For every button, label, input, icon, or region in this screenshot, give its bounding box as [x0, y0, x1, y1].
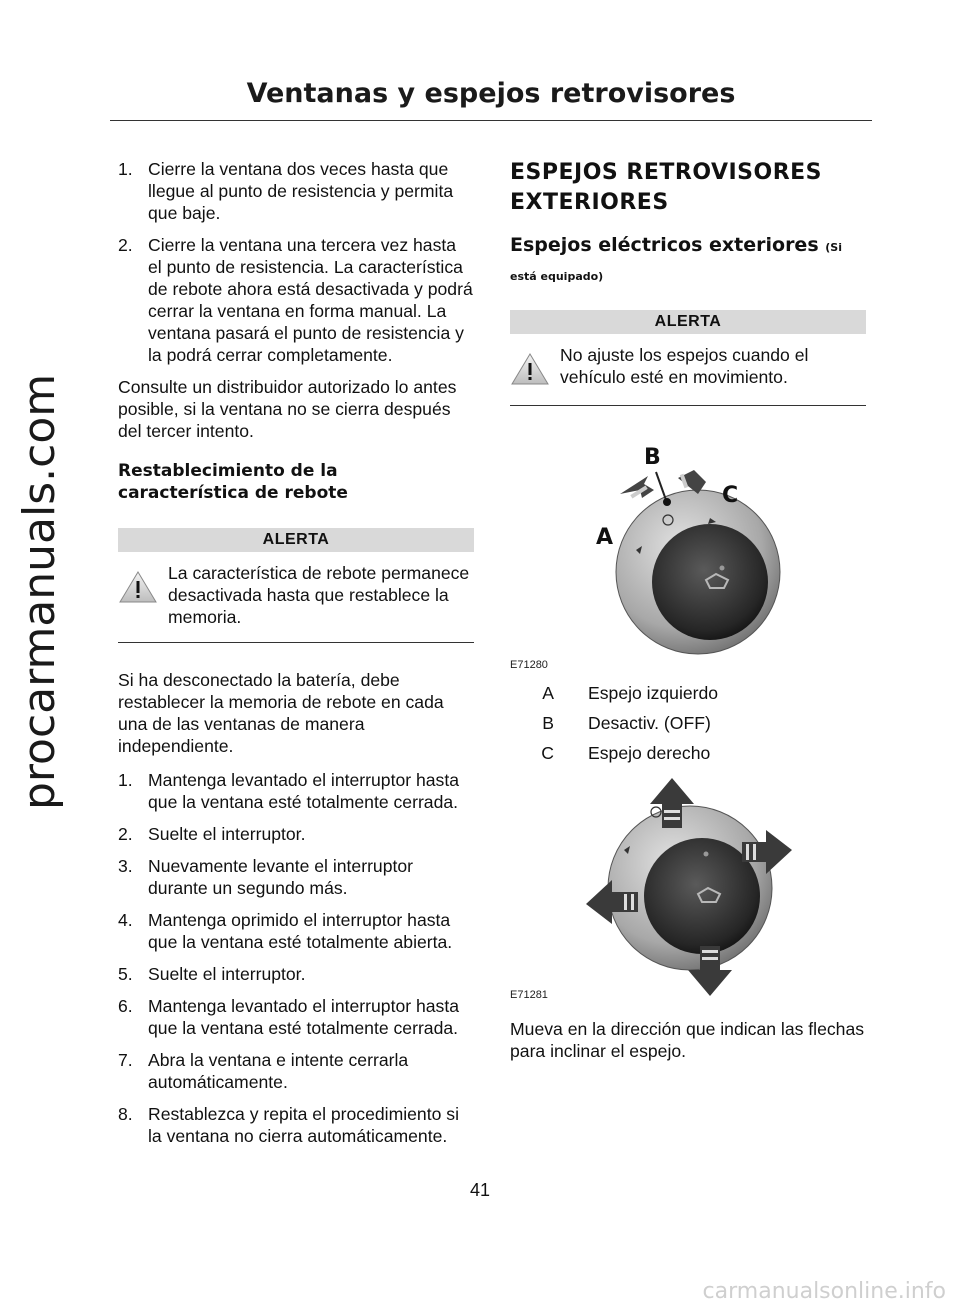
- list-item: 7. Abra la ventana e intente cerrarla automáticamente.: [118, 1050, 409, 1092]
- list-item: 6. Mantenga levantado el interruptor hasta que la ventana esté totalmente cerrada.: [118, 996, 460, 1038]
- alert-rule: [510, 405, 866, 406]
- figure-id: E71281: [510, 989, 548, 1001]
- list-item: 3. Nuevamente levante el interruptor durante un segundo más.: [118, 856, 414, 898]
- alert-label: ALERTA: [118, 528, 474, 552]
- mirror-tilt-illustration: [510, 778, 866, 1018]
- label-a: A: [596, 525, 614, 550]
- list-item: 2. Cierre la ventana una tercera vez hasta el punto de resistencia. La característica de rebote ahora está desactivada y podrá cerrar la ventana en forma manual. La ventana pasará el punto de resistencia y la podrá cerrar completamente.: [118, 235, 473, 365]
- header-rule: [110, 120, 872, 121]
- paragraph-battery: Si ha desconectado la batería, debe restablecer la memoria de rebote en cada una de las ventanas de manera independiente.: [118, 670, 444, 756]
- list-item: 5. Suelte el interruptor.: [118, 964, 306, 984]
- subsection-title: Espejos eléctricos exteriores (Si está equipado): [510, 234, 842, 283]
- equipped-note: (Si está equipado): [510, 241, 842, 283]
- paragraph-tilt: Mueva en la dirección que indican las flechas para inclinar el espejo.: [510, 1019, 865, 1061]
- list-procedure-1: [118, 158, 474, 366]
- right-column: [510, 158, 866, 1074]
- page-header-title: Ventanas y espejos retrovisores: [246, 78, 736, 109]
- legend-row: A Espejo izquierdo: [542, 683, 719, 703]
- page-number: 41: [469, 1180, 491, 1200]
- figure-mirror-selector: [510, 432, 866, 668]
- side-watermark: procarmanuals.com: [14, 373, 65, 810]
- figure-legend: [510, 682, 866, 772]
- list-item: 2. Suelte el interruptor.: [118, 824, 306, 844]
- label-b: B: [644, 445, 661, 470]
- alert-rule: [118, 642, 474, 643]
- list-item: 1. Cierre la ventana dos veces hasta que llegue al punto de resistencia y permita que baje.: [118, 159, 454, 223]
- bottom-watermark: carmanualsonline.info: [702, 1279, 946, 1304]
- alert-box-right: [510, 310, 866, 406]
- legend-row: B Desactiv. (OFF): [542, 713, 711, 733]
- figure-mirror-tilt: [510, 778, 866, 1018]
- mirror-selector-illustration: [510, 432, 866, 668]
- alert-box-left: [118, 528, 474, 643]
- legend-row: C Espejo derecho: [541, 743, 711, 763]
- list-item: 8. Restablezca y repita el procedimiento si la ventana no cierra automáticamente.: [118, 1104, 459, 1146]
- alert-text: No ajuste los espejos cuando el vehículo esté en movimiento.: [560, 345, 809, 387]
- warning-triangle-icon: [118, 562, 168, 628]
- subhead-reset-bounce: Restablecimiento de la característica de rebote: [118, 461, 348, 503]
- list-procedure-2: [118, 769, 474, 1147]
- list-item: 1. Mantenga levantado el interruptor hasta que la ventana esté totalmente cerrada.: [118, 770, 460, 812]
- left-column: [118, 158, 474, 1157]
- alert-label: ALERTA: [510, 310, 866, 334]
- warning-triangle-icon: [510, 344, 560, 391]
- list-item: 4. Mantenga oprimido el interruptor hasta que la ventana esté totalmente abierta.: [118, 910, 453, 952]
- section-title: ESPEJOS RETROVISORES EXTERIORES: [510, 160, 823, 215]
- paragraph-consult: Consulte un distribuidor autorizado lo antes posible, si la ventana no se cierra después del tercer intento.: [118, 377, 457, 441]
- alert-text: La característica de rebote permanece desactivada hasta que restablece la memoria.: [168, 563, 470, 627]
- label-c: C: [722, 483, 739, 508]
- figure-id: E71280: [510, 659, 548, 668]
